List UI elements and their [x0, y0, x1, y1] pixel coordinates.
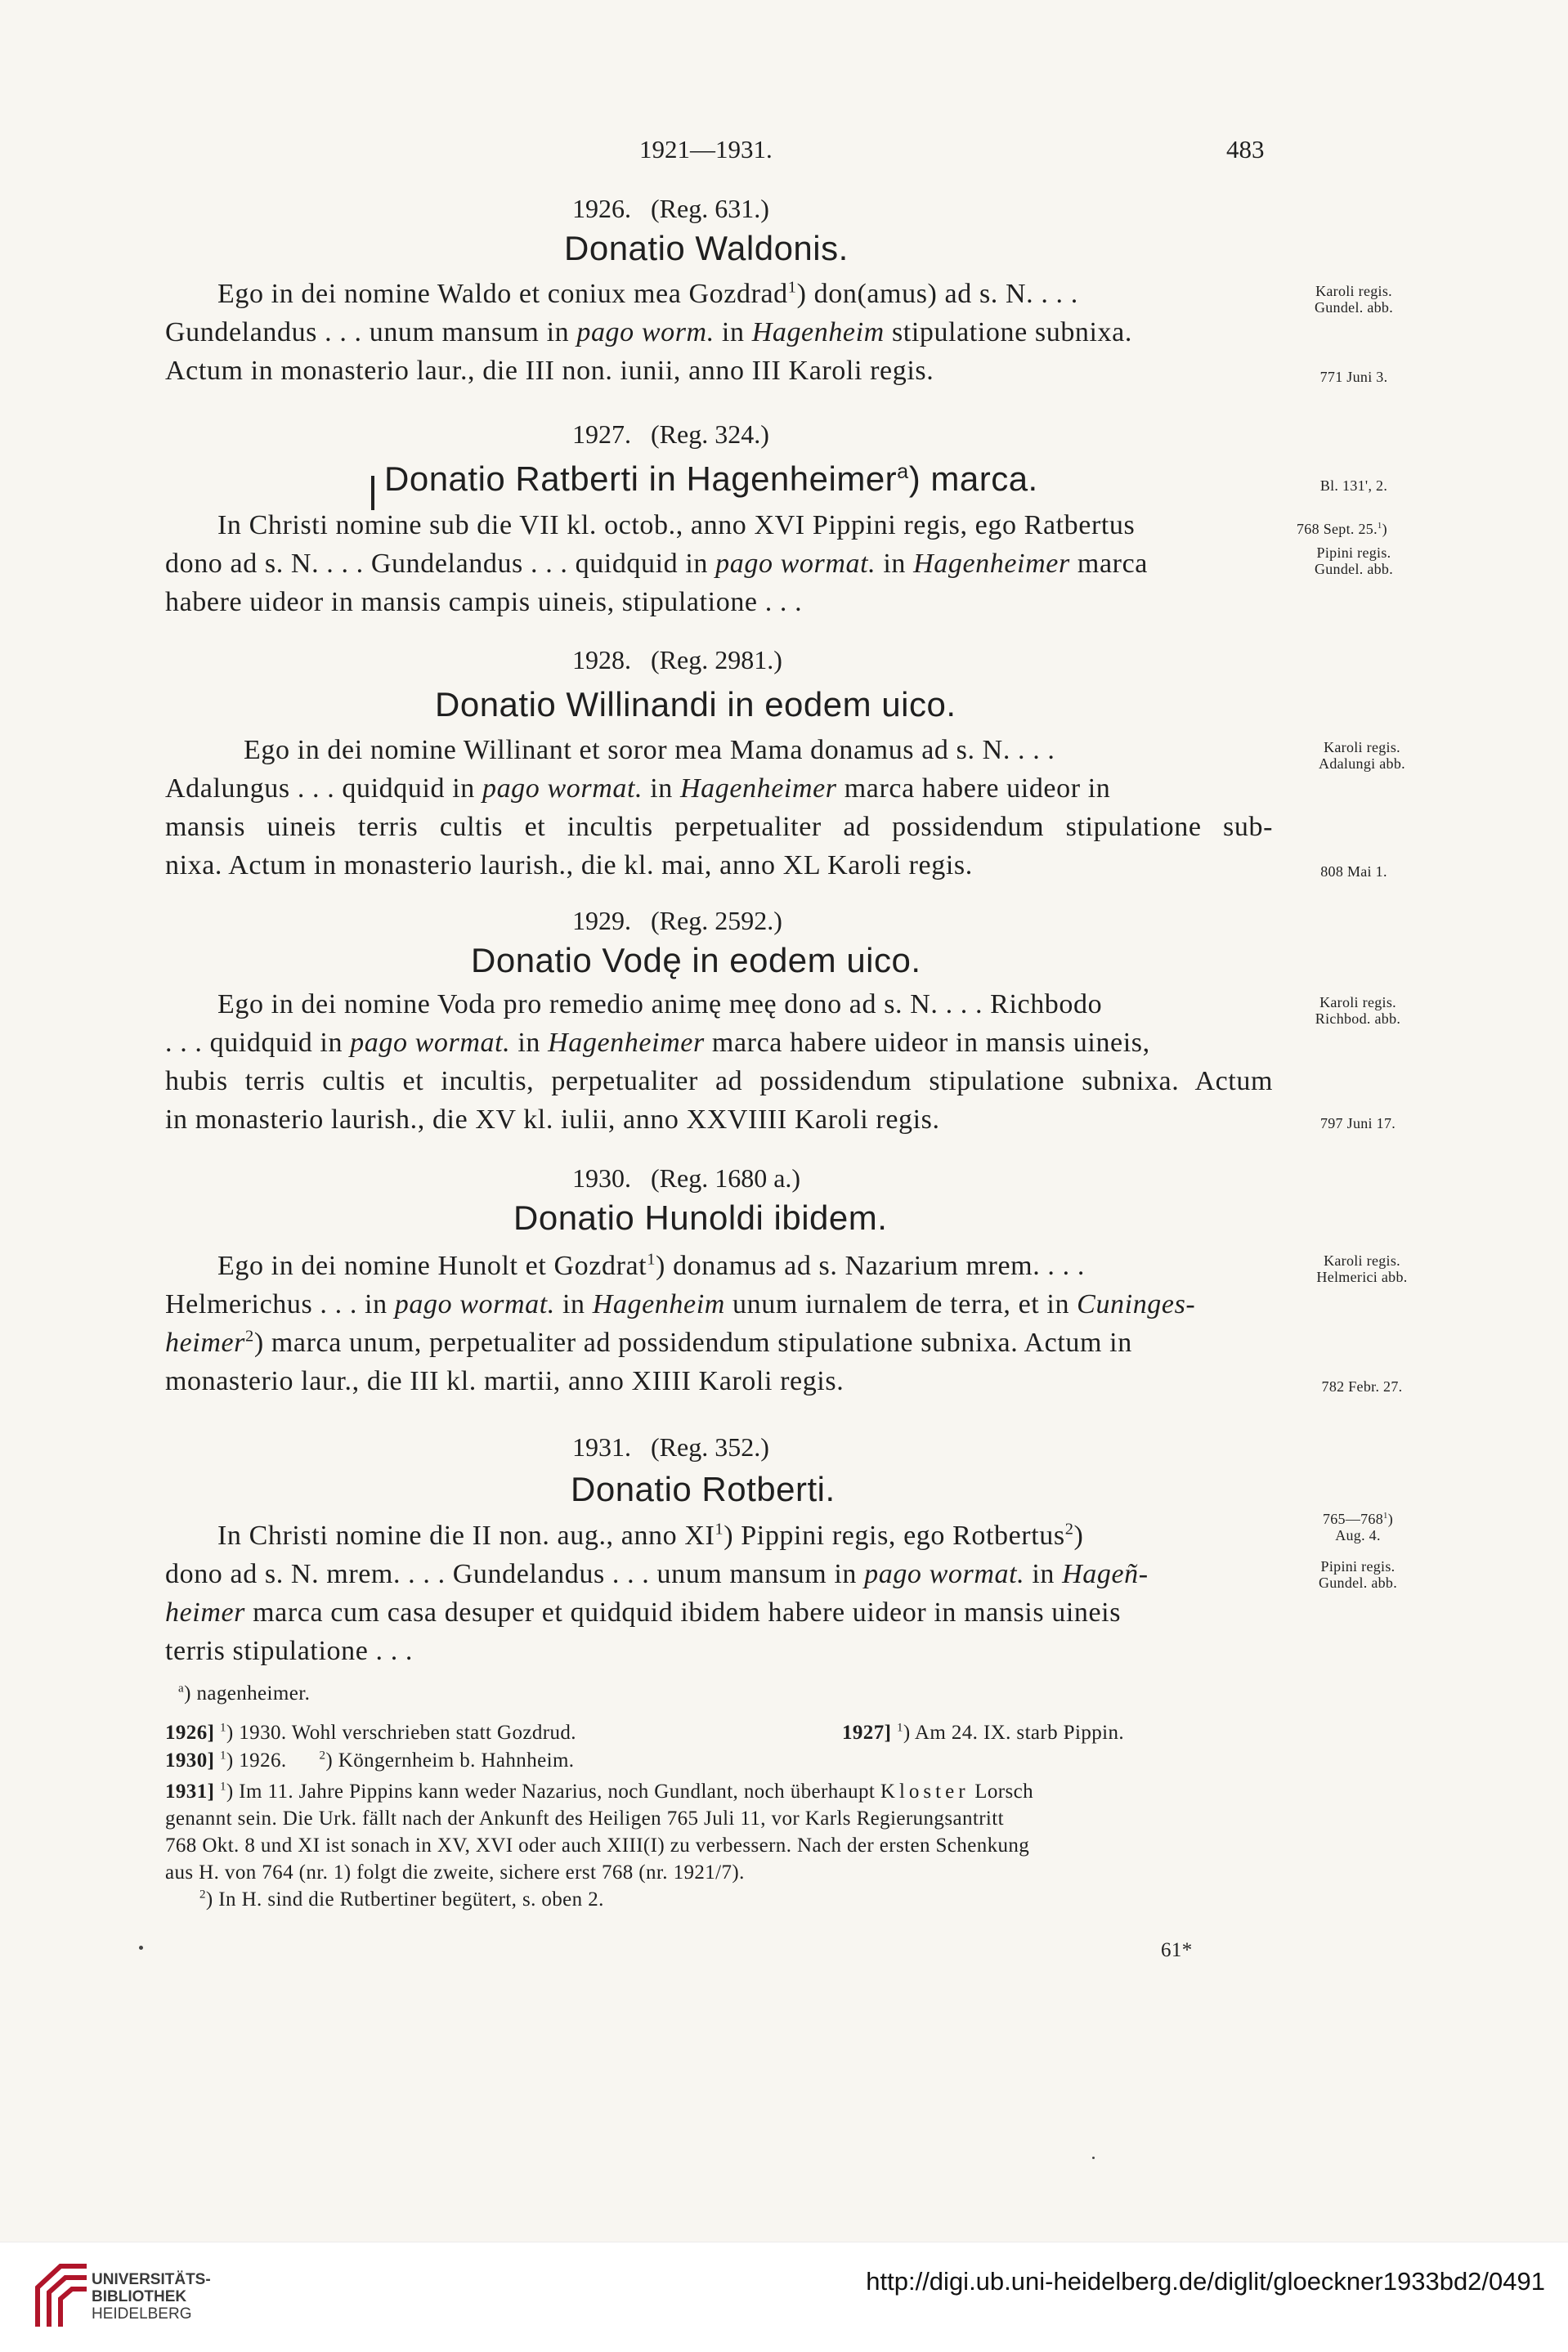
entry-1928-line-1: Ego in dei nomine Willinant et soror mea Mama donamus ad s. N. . . .: [244, 735, 1055, 765]
entry-1926-line-3: Actum in monasterio laur., die III non. iunii, anno III Karoli regis.: [165, 356, 934, 386]
entry-1928-title: Donatio Willinandi in eodem uico.: [435, 685, 956, 724]
entry-1928-margin-note: Karoli regis. Adalungi abb.: [1319, 739, 1405, 772]
entry-1928-heading: 1928. (Reg. 2981.): [572, 645, 782, 674]
entry-1927-line-1: In Christi nomine sub die VII kl. octob., anno XVI Pippini regis, ego Ratbertus: [217, 510, 1136, 540]
entry-1927-title: Donatio Ratberti in Hagenheimer$^a$) marca.: [384, 459, 1038, 498]
entry-1928-line-4: nixa. Actum in monasterio laurish., die kl. mai, anno XL Karoli regis.: [165, 850, 973, 880]
entry-1927-line-2: dono ad s. N. . . . Gundelandus . . . quidquid in pago wormat. in Hagenheimer marca: [165, 549, 1148, 579]
ink-speck: [139, 1946, 143, 1950]
footnote-1931-2: $^2$) In H. sind die Rutbertiner begütert, s. oben 2.: [199, 1888, 604, 1911]
viewer-footer: [0, 2242, 1568, 2352]
entry-1931-line-4: terris stipulatione . . .: [165, 1636, 414, 1666]
footnote-1926: 1926] $^1$) 1930. Wohl verschrieben statt Gozdrud.: [165, 1721, 576, 1744]
entry-1930-title: Donatio Hunoldi ibidem.: [513, 1198, 888, 1237]
entry-1931-line-2: dono ad s. N. mrem. . . . Gundelandus . . . unum mansum in pago wormat. in Hageñ-: [165, 1559, 1149, 1589]
ink-speck: [1092, 2157, 1095, 2159]
entry-1929-date: 797 Juni 17.: [1319, 1115, 1396, 1131]
entry-1927-date: 768 Sept. 25.$^1$): [1297, 521, 1387, 537]
permalink-url[interactable]: http://digi.ub.uni-heidelberg.de/diglit/gloeckner1933bd2/0491: [866, 2267, 1545, 2296]
reg-reference: (Reg. 631.): [651, 194, 769, 223]
footnote-1930: 1930] $^1$) 1926. $^2$) Köngernheim b. Hahnheim.: [165, 1749, 575, 1772]
entry-1926-line-2: Gundelandus . . . unum mansum in pago worm. in Hagenheim stipulatione subnixa.: [165, 317, 1132, 347]
entry-number: 1926.: [572, 194, 631, 223]
entry-1927-margin-note: Pipini regis. Gundel. abb.: [1314, 544, 1394, 577]
entry-1930-line-3: heimer$^2$) marca unum, perpetualiter ad possidendum stipulatione subnixa. Actum in: [165, 1327, 1132, 1358]
entry-1930-date: 782 Febr. 27.: [1321, 1378, 1403, 1395]
entry-1928-line-2: Adalungus . . . quidquid in pago wormat. in Hagenheimer marca habere uideor in: [165, 773, 1111, 804]
insertion-bar: [371, 476, 374, 510]
entry-1926-date: 771 Juni 3.: [1319, 369, 1388, 385]
entry-1930-line-1: Ego in dei nomine Hunolt et Gozdrat$^1$) donamus ad s. Nazarium mrem. . . .: [217, 1250, 1085, 1281]
entry-1931-date: $765—768^1$) Aug. 4.: [1322, 1511, 1394, 1543]
footnote-1931-line-3: 768 Okt. 8 und XI ist sonach in XV, XVI oder auch XIII(I) zu verbessern. Nach der ersten Schenkung: [165, 1835, 1030, 1857]
entry-1929-heading: 1929. (Reg. 2592.): [572, 906, 782, 935]
entry-1926-title: Donatio Waldonis.: [564, 229, 849, 267]
entry-1929-margin-note: Karoli regis. Richbod. abb.: [1315, 994, 1401, 1027]
entry-1931-margin-note: Pipini regis. Gundel. abb.: [1318, 1558, 1398, 1591]
entry-1926-line-1: Ego in dei nomine Waldo et coniux mea Gozdrad$^1$) don(amus) ad s. N. . . .: [217, 278, 1078, 309]
entry-1926-heading: [572, 194, 769, 224]
entry-1931-heading: 1931. (Reg. 352.): [572, 1432, 769, 1462]
footnote-1931-line-1: 1931] $^1$) Im 11. Jahre Pippins kann weder Nazarius, noch Gundlant, noch überhaupt Kloster Lorsch: [165, 1780, 1034, 1803]
entry-1927-line-3: habere uideor in mansis campis uineis, stipulatione . . .: [165, 587, 803, 617]
entry-1929-title: Donatio Vodę in eodem uico.: [471, 941, 921, 979]
entry-1928-date: 808 Mai 1.: [1320, 863, 1387, 880]
footnote-1931-line-4: aus H. von 764 (nr. 1) folgt die zweite, sichere erst 768 (nr. 1921/7).: [165, 1861, 745, 1884]
entry-1931-line-1: In Christi nomine die II non. aug., anno $XI^1$) Pippini regis, ego Rotbertus$^2$): [217, 1520, 1084, 1551]
entry-1929-line-4: in monasterio laurish., die XV kl. iulii, anno XXVIIII Karoli regis.: [165, 1104, 940, 1135]
entry-1929-line-1: Ego in dei nomine Voda pro remedio animę meę dono ad s. N. . . . Richbodo: [217, 989, 1103, 1019]
entry-1930-line-2: Helmerichus . . . in pago wormat. in Hagenheim unum iurnalem de terra, et in Cuninges-: [165, 1289, 1196, 1319]
entry-1929-line-2: . . . quidquid in pago wormat. in Hagenheimer marca habere uideor in mansis uineis,: [165, 1028, 1150, 1058]
running-head: 1921—1931.: [639, 135, 773, 164]
footnote-1927: 1927] $^1$) Am 24. IX. starb Pippin.: [842, 1721, 1125, 1744]
entry-1927-folio: Bl. 131', 2.: [1319, 477, 1388, 494]
entry-1928-line-3: mansis uineis terris cultis et incultis perpetualiter ad possidendum stipulatione sub-: [165, 812, 1273, 842]
entry-1930-margin-note: Karoli regis. Helmerici abb.: [1316, 1252, 1408, 1285]
entry-1930-heading: 1930. (Reg. 1680 a.): [572, 1163, 801, 1193]
entry-1931-line-3: heimer marca cum casa desuper et quidquid ibidem habere uideor in mansis uineis: [165, 1597, 1122, 1628]
footnote-1931-line-2: genannt sein. Die Urk. fällt nach der Ankunft des Heiligen 765 Juli 11, vor Karls Regierungsantritt: [165, 1808, 1004, 1830]
entry-1927-heading: 1927. (Reg. 324.): [572, 419, 769, 449]
entry-1926-margin-note: Karoli regis. Gundel. abb.: [1314, 283, 1394, 316]
page-number: 483: [1226, 135, 1265, 164]
footnote-a: $^a$) nagenheimer.: [178, 1682, 311, 1705]
entry-1931-title: Donatio Rotberti.: [571, 1470, 836, 1508]
entry-1930-line-4: monasterio laur., die III kl. martii, anno XIIII Karoli regis.: [165, 1366, 844, 1396]
signature-mark: 61*: [1161, 1939, 1193, 1961]
entry-1929-line-3: hubis terris cultis et incultis, perpetualiter ad possidendum stipulatione subnixa. Actum: [165, 1066, 1273, 1096]
library-name: UNIVERSITÄTS- BIBLIOTHEK HEIDELBERG: [92, 2271, 211, 2323]
library-logo-icon: [33, 2263, 92, 2328]
